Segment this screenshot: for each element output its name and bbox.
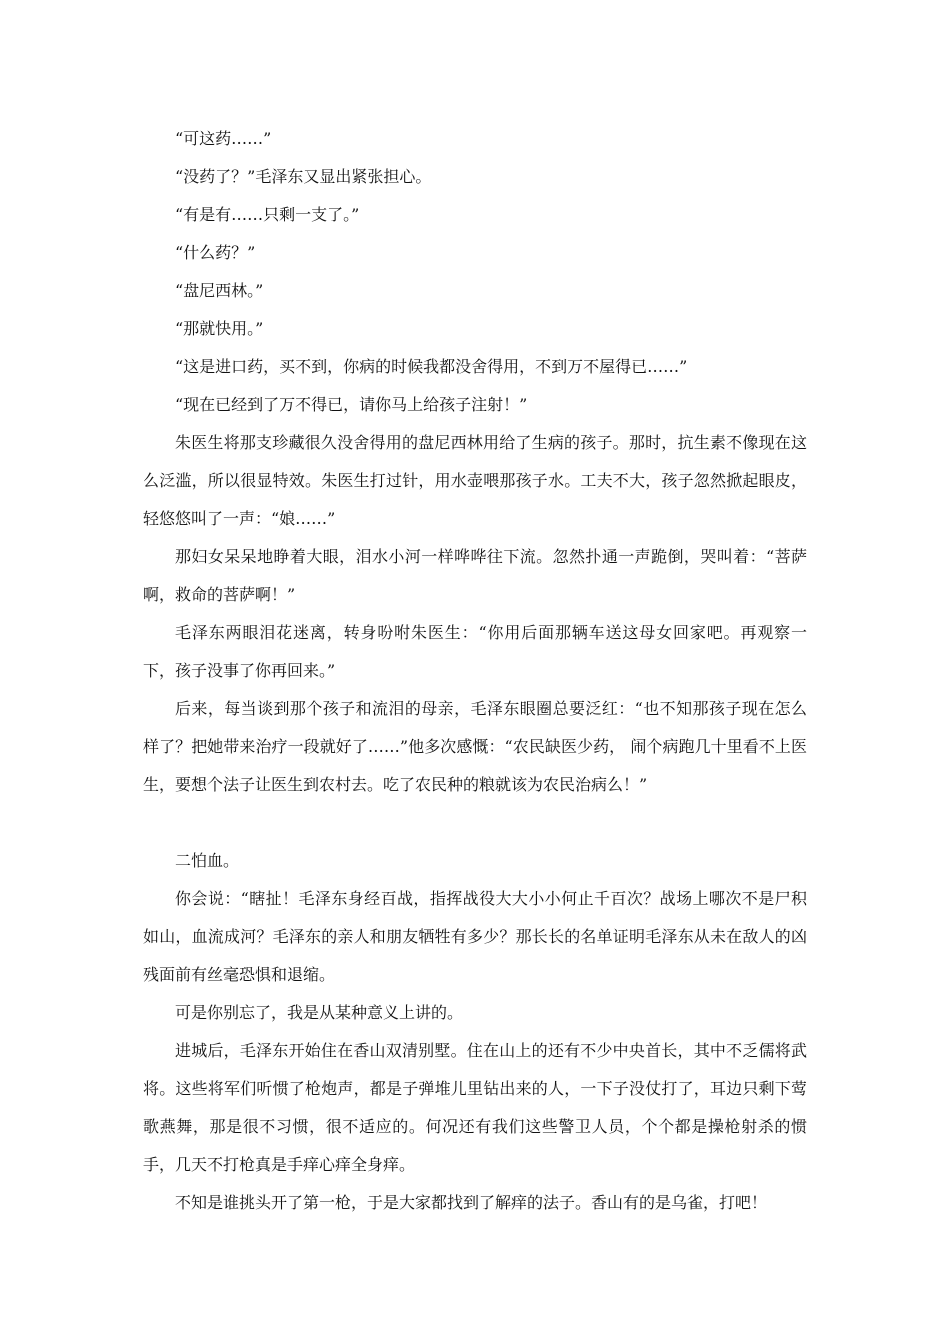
paragraph: 可是你别忘了，我是从某种意义上讲的。 [175, 1003, 464, 1022]
paragraph: “有是有……只剩一支了。” [175, 205, 360, 224]
paragraph: 后来，每当谈到那个孩子和流泪的母亲，毛泽东眼圈总要泛红：“也不知那孩子现在怎么样了？把她带来治疗一段就好了……”他多次感慨：“农民缺医少药， 闹个病跑几十里看不上医生，要想个法子让医生到农村去。吃了农民种的粮就该为农民治病么！” [143, 699, 807, 794]
paragraph: 你会说：“瞎扯！毛泽东身经百战，指挥战役大大小小何止千百次？战场上哪次不是尸积如山，血流成河？毛泽东的亲人和朋友牺牲有多少？那长长的名单证明毛泽东从未在敌人的凶残面前有丝毫恐惧和退缩。 [143, 889, 807, 984]
paragraph: 不知是谁挑头开了第一枪，于是大家都找到了解痒的法子。香山有的是乌雀，打吧！ [175, 1193, 768, 1212]
paragraph: “现在已经到了万不得已，请你马上给孩子注射！” [175, 395, 528, 414]
body-text [143, 120, 807, 1222]
paragraph: “什么药？” [175, 243, 256, 262]
paragraph: 进城后，毛泽东开始住在香山双清别墅。住在山上的还有不少中央首长，其中不乏儒将武将。这些将军们听惯了枪炮声，都是子弹堆儿里钻出来的人，一下子没仗打了，耳边只剩下莺歌燕舞，那是很不习惯，很不适应的。何况还有我们这些警卫人员，个个都是操枪射杀的惯手，几天不打枪真是手痒心痒全身痒。 [143, 1041, 807, 1174]
paragraph: “没药了？”毛泽东又显出紧张担心。 [175, 167, 432, 186]
paragraph: “盘尼西林。” [175, 281, 264, 300]
section-gap [143, 804, 807, 842]
paragraph: 毛泽东两眼泪花迷离，转身吩咐朱医生：“你用后面那辆车送这母女回家吧。再观察一下，孩子没事了你再回来。” [143, 623, 807, 680]
paragraph: “那就快用。” [175, 319, 264, 338]
paragraph: “这是进口药，买不到，你病的时候我都没舍得用，不到万不屋得已……” [175, 357, 688, 376]
paragraph: “可这药……” [175, 129, 272, 148]
section-heading: 二怕血。 [175, 851, 240, 870]
paragraph: 那妇女呆呆地睁着大眼，泪水小河一样哗哗往下流。忽然扑通一声跪倒，哭叫着：“菩萨啊，救命的菩萨啊！” [143, 547, 807, 604]
paragraph: 朱医生将那支珍藏很久没舍得用的盘尼西林用给了生病的孩子。那时，抗生素不像现在这么泛滥，所以很显特效。朱医生打过针，用水壶喂那孩子水。工夫不大，孩子忽然掀起眼皮，轻悠悠叫了一声：“娘……” [143, 433, 807, 528]
